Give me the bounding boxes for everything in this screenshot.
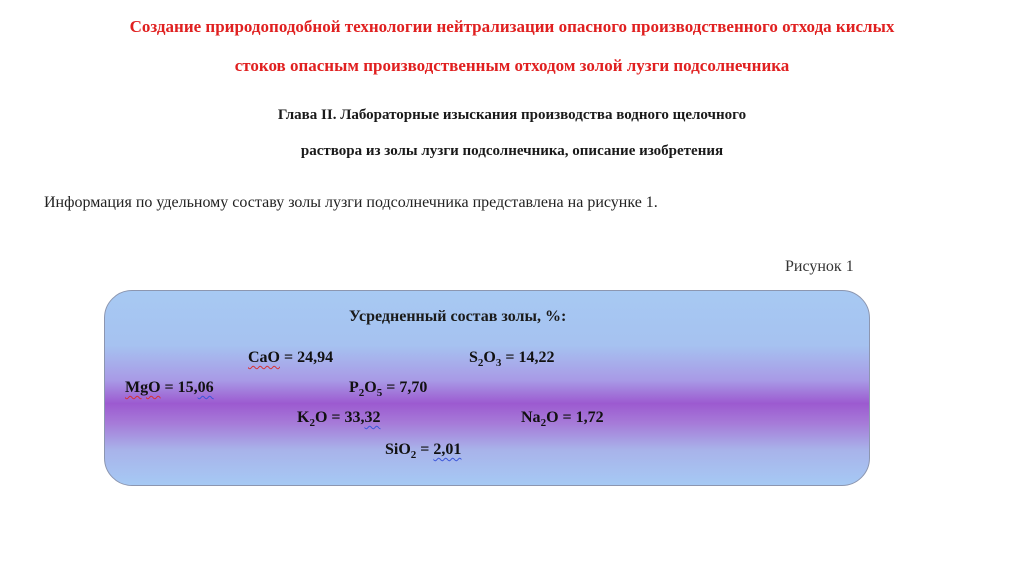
formula-k2o-p3: 32 [364, 409, 381, 426]
formula-s2o3-sub1: 2 [477, 357, 484, 369]
formula-s2o3-p1: S [469, 349, 478, 366]
formula-k2o-p1: K [297, 409, 310, 426]
formula-sio2-p1: SiO [385, 441, 411, 458]
formula-s2o3-value: = 14,22 [501, 349, 555, 366]
formula-cao-name: CaO [248, 349, 280, 366]
formula-p2o5-p1: P [349, 379, 359, 396]
formula-k2o-sub1: 2 [309, 417, 315, 429]
formula-na2o [521, 409, 604, 429]
formula-na2o-p1: Na [521, 409, 541, 426]
panel-title: Усредненный состав золы, %: [349, 308, 567, 325]
formula-p2o5-sub2: 5 [376, 387, 383, 399]
formula-sio2-sub1: 2 [410, 449, 417, 461]
formula-s2o3-sub2: 3 [495, 357, 502, 369]
formula-sio2-p3: 2,01 [433, 441, 462, 458]
formula-k2o [297, 409, 381, 429]
figure-label: Рисунок 1 [785, 258, 854, 275]
formula-sio2-p2: = [416, 441, 434, 458]
formula-p2o5 [349, 379, 427, 399]
formula-p2o5-p2: O [364, 379, 377, 396]
chapter-heading-line-1: Глава II. Лабораторные изыскания производства водного щелочного [277, 107, 747, 123]
formula-sio2 [385, 441, 461, 461]
slide-title-line-2: стоков опасным производственным отходом золой лузги подсолнечника [234, 56, 790, 75]
formula-mgo-name: MgO [125, 379, 161, 396]
formula-s2o3-p2: O [483, 349, 496, 366]
formula-mgo-value-b: 06 [197, 379, 214, 396]
formula-p2o5-value: = 7,70 [382, 379, 428, 396]
formula-cao-value: = 24,94 [280, 349, 334, 366]
formula-p2o5-sub1: 2 [358, 387, 365, 399]
intro-paragraph: Информация по удельному составу золы лузги подсолнечника представлена на рисунке 1. [44, 194, 658, 211]
formula-na2o-p2: O = 1,72 [546, 409, 604, 426]
formula-mgo-value-a: = 15, [160, 379, 198, 396]
chapter-heading-line-2: раствора из золы лузги подсолнечника, описание изобретения [300, 143, 724, 159]
formula-s2o3 [469, 349, 554, 369]
formula-cao [248, 349, 333, 367]
formula-k2o-p2: O = 33, [314, 409, 365, 426]
slide-title-line-1: Создание природоподобной технологии нейтрализации опасного производственного отхода кислых [129, 17, 895, 36]
ash-composition-panel [104, 290, 870, 486]
formula-mgo [125, 379, 214, 397]
formula-na2o-sub1: 2 [540, 417, 547, 429]
